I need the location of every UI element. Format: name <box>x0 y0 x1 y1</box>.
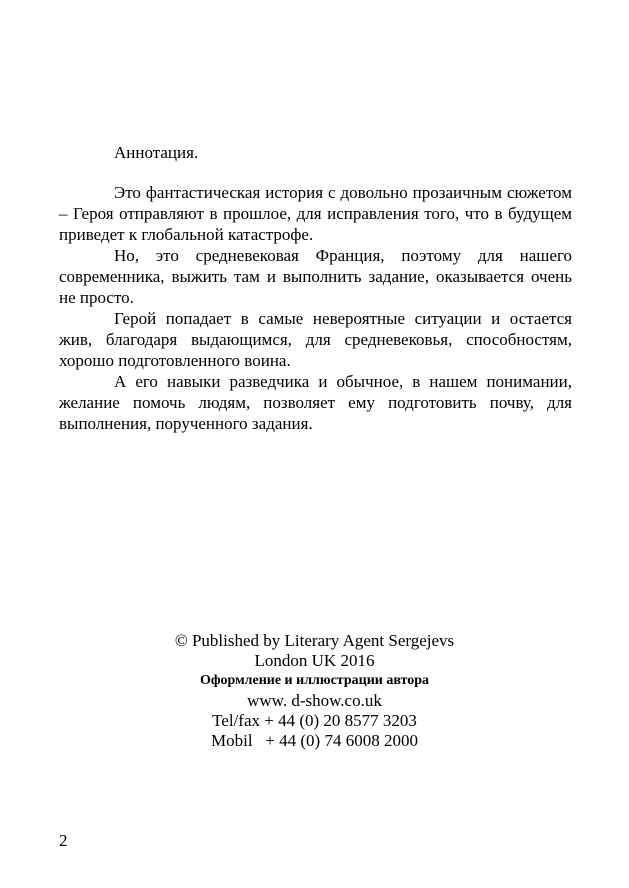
annotation-paragraph: А его навыки разведчика и обычное, в нашем понимании, желание помочь людям, позволяет ему подготовить почву, для выполнения, порученного задания. <box>59 372 572 433</box>
annotation-paragraph: Но, это средневековая Франция, поэтому для нашего современника, выжить там и выполнить задание, оказывается очень не просто. <box>59 246 572 307</box>
page-number: 2 <box>59 831 68 850</box>
tel-fax: Tel/fax + 44 (0) 20 8577 3203 <box>212 711 417 730</box>
website: www. d-show.co.uk <box>247 691 382 710</box>
annotation-title: Аннотация. <box>114 143 199 162</box>
design-credit: Оформление и иллюстрации автора <box>199 673 430 688</box>
annotation-section <box>59 142 572 434</box>
annotation-paragraph: Это фантастическая история с довольно прозаичным сюжетом – Героя отправляют в прошлое, для исправления того, что в будущем приведет к глобальной катастрофе. <box>59 183 572 244</box>
publication-location: London UK 2016 <box>254 651 375 670</box>
annotation-paragraph: Герой попадает в самые невероятные ситуации и остается жив, благодаря выдающимся, для средневековья, способностям, хорошо подготовленного воина. <box>59 309 572 370</box>
publisher-imprint <box>0 631 629 751</box>
mobile-phone: Mobil + 44 (0) 74 6008 2000 <box>211 731 418 750</box>
published-by: © Published by Literary Agent Sergejevs <box>174 631 455 650</box>
